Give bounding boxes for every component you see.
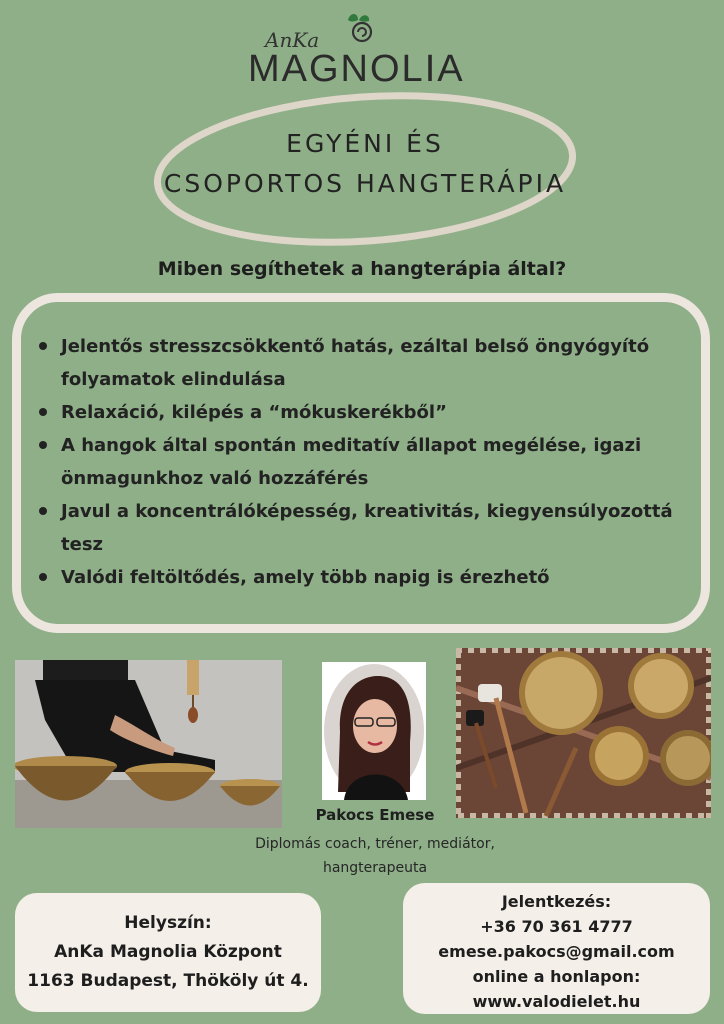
benefits-panel <box>12 293 710 633</box>
therapist-role-line-1: Diplomás coach, tréner, mediátor, <box>255 836 495 852</box>
benefit-item: Jelentős stresszcsökkentő hatás, ezáltal belső öngyógyító folyamatok elindulása <box>33 330 693 396</box>
singing-bowls-rug-photo <box>456 648 711 818</box>
title-line-1: EGYÉNI ÉS <box>286 129 444 158</box>
logo <box>0 6 724 90</box>
title-ring-decoration <box>150 85 580 250</box>
therapist-role-line-2: hangterapeuta <box>322 860 428 876</box>
title-area <box>150 85 580 250</box>
location-name: AnKa Magnolia Központ <box>54 942 282 962</box>
benefit-item: A hangok által spontán meditatív állapot megélése, igazi önmagunkhoz való hozzáférés <box>33 429 693 495</box>
contact-phone[interactable]: +36 70 361 4777 <box>480 917 633 936</box>
therapist-name: Pakocs Emese <box>315 806 435 824</box>
benefit-item: Valódi feltöltődés, amely több napig is érezhető <box>33 561 693 594</box>
location-box <box>15 893 321 1012</box>
therapist-role <box>230 832 520 880</box>
location-label: Helyszín: <box>124 913 212 933</box>
benefits-list <box>33 330 693 594</box>
logo-main-text: MAGNOLIA <box>248 48 465 90</box>
location-address: 1163 Budapest, Thököly út 4. <box>27 971 309 991</box>
singing-bowls-photo <box>15 660 282 828</box>
subtitle: Miben segíthetek a hangterápia által? <box>157 258 567 280</box>
therapist-portrait <box>322 662 426 800</box>
logo-script-text: AnKa <box>265 28 320 52</box>
leaf-spiral-icon <box>340 10 380 44</box>
contact-box <box>403 883 710 1014</box>
contact-email[interactable]: emese.pakocs@gmail.com <box>438 942 675 961</box>
benefit-item: Relaxáció, kilépés a “mókuskerékből” <box>33 396 693 429</box>
title-line-2: CSOPORTOS HANGTERÁPIA <box>163 169 567 198</box>
contact-label: Jelentkezés: <box>501 892 612 911</box>
contact-online-label: online a honlapon: <box>472 967 641 986</box>
contact-website-link[interactable]: www.valodielet.hu <box>472 992 641 1011</box>
benefit-item: Javul a koncentrálóképesség, kreativitás, kiegyensúlyozottá tesz <box>33 495 693 561</box>
